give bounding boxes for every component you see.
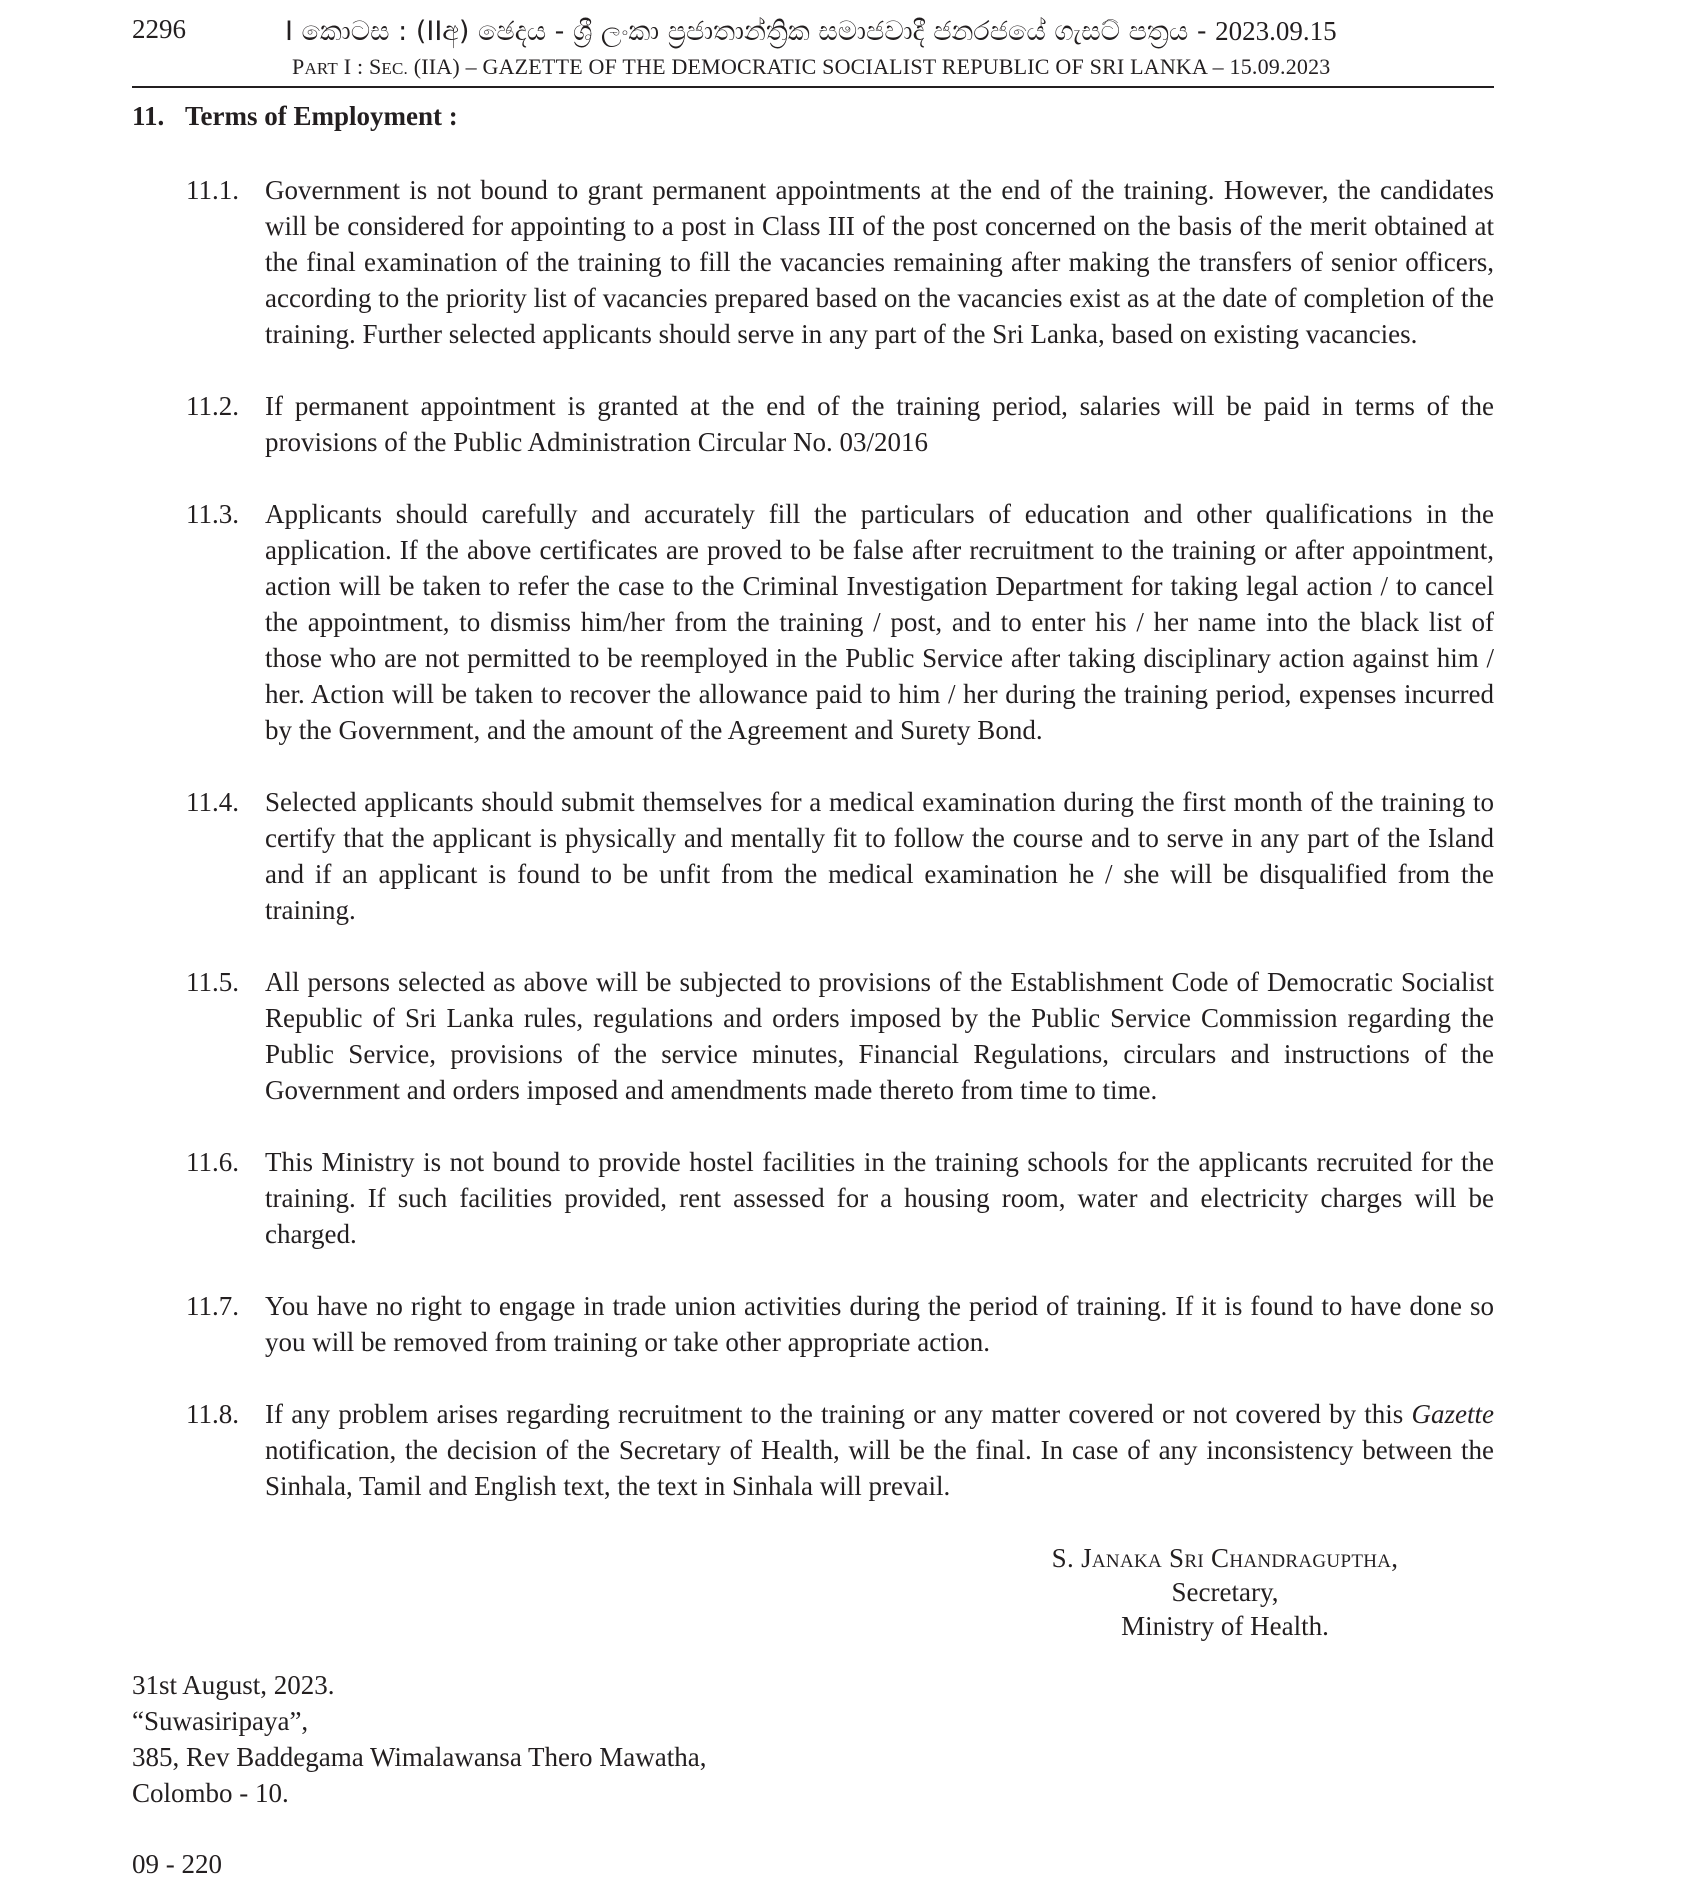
clause-number: 11.6. xyxy=(186,1147,239,1177)
header-part-rest: ART xyxy=(304,59,339,78)
header-sinhala-title xyxy=(285,16,1337,48)
clause-number: 11.5. xyxy=(186,967,239,997)
clause-11-3 xyxy=(186,496,1494,748)
clause-text-part: If any problem arises regarding recruitment to the training or any matter covered or not covered by this xyxy=(265,1399,1412,1429)
clause-11-1 xyxy=(186,172,1494,352)
header-part-initial: P xyxy=(292,54,305,79)
clause-text: Selected applicants should submit themselves for a medical examination during the first month of the training to certify that the applicant is physically and mentally fit to follow the course and to serve in any part of the Island and if an applicant is found to be unfit from the medical examination he / she will be disqualified from the training. xyxy=(265,787,1494,925)
clause-number: 11.8. xyxy=(186,1399,239,1429)
clause-number: 11.7. xyxy=(186,1291,239,1321)
clause-text: Applicants should carefully and accurately fill the particulars of education and other qualifications in the application. If the above certificates are proved to be false after recruitment to the training or after appointment, action will be taken to refer the case to the Criminal Investigation Department for taking legal action / to cancel the appointment, to dismiss him/her from the training / post, and to enter his / her name into the black list of those who are not permitted to be reemployed in the Public Service after taking disciplinary action against him / her. Action will be taken to recover the allowance paid to him / her during the training period, expenses incurred by the Government, and the amount of the Agreement and Surety Bond. xyxy=(265,499,1494,745)
clause-11-6 xyxy=(186,1144,1494,1252)
clause-number: 11.4. xyxy=(186,787,239,817)
header-english-rest: (IIA) – GAZETTE OF THE DEMOCRATIC SOCIALIST REPUBLIC OF SRI LANKA – 15.09.2023 xyxy=(408,54,1331,79)
clause-text xyxy=(265,1396,1494,1504)
clause-number: 11.1. xyxy=(186,175,239,205)
address-building: “Suwasiripaya”, xyxy=(132,1706,309,1736)
header-english-title xyxy=(292,54,1331,80)
signatory-ministry: Ministry of Health. xyxy=(1121,1611,1329,1641)
header-roman: I : xyxy=(338,54,369,79)
signatory-title: Secretary, xyxy=(1171,1577,1279,1607)
header-sec-rest: EC. xyxy=(381,59,408,78)
address-block xyxy=(132,1667,707,1811)
clause-11-2 xyxy=(186,388,1494,460)
reference-code: 09 - 220 xyxy=(132,1849,222,1879)
clause-text: You have no right to engage in trade union activities during the period of training. If it is found to have done so you will be removed from training or take other appropriate action. xyxy=(265,1291,1494,1357)
clause-number: 11.3. xyxy=(186,499,239,529)
header-sec-initial: S xyxy=(368,54,382,79)
notice-date: 31st August, 2023. xyxy=(132,1670,335,1700)
section-number: 11. xyxy=(132,101,165,131)
clause-text: All persons selected as above will be subjected to provisions of the Establishment Code of Democratic Socialist Republic of Sri Lanka rules, regulations and orders imposed by the Public Service Commission regarding the Public Service, provisions of the service minutes, Financial Regulations, circulars and instructions of the Government and orders imposed and amendments made thereto from time to time. xyxy=(265,967,1494,1105)
clause-text-part: notification, the decision of the Secretary of Health, will be the final. In case of any inconsistency between the Sinhala, Tamil and English text, the text in Sinhala will prevail. xyxy=(265,1435,1494,1501)
page-number: 2296 xyxy=(132,14,186,44)
clause-number: 11.2. xyxy=(186,391,239,421)
clause-11-7 xyxy=(186,1288,1494,1360)
clause-text: This Ministry is not bound to provide hostel facilities in the training schools for the applicants recruited for the training. If such facilities provided, rent assessed for a housing room, water and electricity charges will be charged. xyxy=(265,1147,1494,1249)
signature-block xyxy=(1000,1541,1450,1643)
gazette-italic: Gazette xyxy=(1411,1399,1494,1429)
header-sinhala-date: 2023.09.15 xyxy=(1215,16,1337,46)
clause-11-4 xyxy=(186,784,1494,928)
clause-text: Government is not bound to grant permanent appointments at the end of the training. However, the candidates will be considered for appointing to a post in Class III of the post concerned on the basis of the merit obtained at the final examination of the training to fill the vacancies remaining after making the transfers of senior officers, according to the priority list of vacancies prepared based on the vacancies exist as at the date of completion of the training. Further selected applicants should serve in any part of the Sri Lanka, based on existing vacancies. xyxy=(265,175,1494,349)
clause-11-5 xyxy=(186,964,1494,1108)
address-city: Colombo - 10. xyxy=(132,1778,289,1808)
section-heading xyxy=(132,101,458,132)
header-rule xyxy=(132,86,1494,88)
signatory-name: S. Janaka Sri Chandraguptha, xyxy=(1051,1543,1399,1573)
clause-11-8 xyxy=(186,1396,1494,1504)
address-street: 385, Rev Baddegama Wimalawansa Thero Mawatha, xyxy=(132,1742,707,1772)
section-title: Terms of Employment : xyxy=(185,101,458,131)
clause-text: If permanent appointment is granted at the end of the training period, salaries will be paid in terms of the provisions of the Public Administration Circular No. 03/2016 xyxy=(265,391,1494,457)
header-sinhala-text: I කොටස : (IIඅ) ඡෙදය - ශ්‍රී ලංකා ප්‍රජාතාන්ත්‍රික සමාජවාදී ජනරජයේ ගැසට් පත්‍රය - xyxy=(285,16,1216,47)
